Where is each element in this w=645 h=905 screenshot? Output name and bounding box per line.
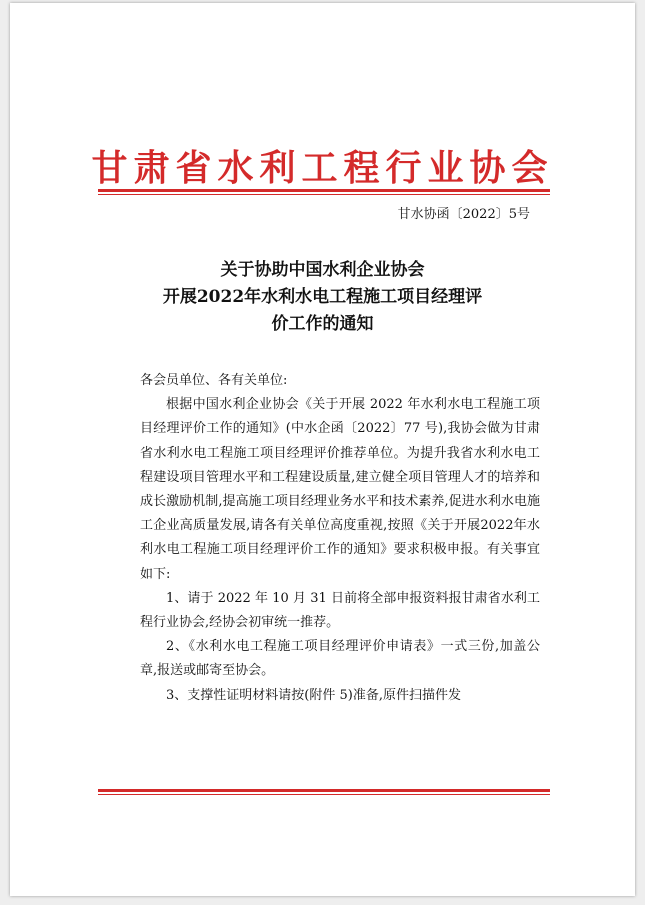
title-line: 关于协助中国水利企业协会 — [220, 260, 425, 280]
salutation: 各会员单位、各有关单位: — [140, 373, 288, 388]
body-paragraph: 3、支撑性证明材料请按(附件 5)准备,原件扫描件发 — [166, 687, 461, 703]
document-page — [10, 3, 635, 896]
title-line: 开展2022年水利水电工程施工项目经理评 — [162, 287, 483, 307]
notice-body — [140, 369, 540, 708]
letterhead-title: 甘肃省水利工程行业协会 — [91, 148, 554, 189]
footer-divider-thick — [98, 789, 550, 792]
notice-title — [10, 257, 635, 338]
document-number: 甘水协函〔2022〕5号 — [397, 207, 530, 222]
body-paragraph: 1、请于 2022 年 10 月 31 日前将全部申报资料报甘肃省水利工程行业协会,经协会初审统一推荐。 — [140, 590, 540, 631]
header-divider-thick — [98, 189, 550, 192]
title-line: 价工作的通知 — [271, 314, 374, 334]
body-paragraph: 根据中国水利企业协会《关于开展 2022 年水利水电工程施工项目经理评价工作的通知》(中水企函〔2022〕77 号),我协会做为甘肃省水利水电工程施工项目经理评价推荐单位。为提升我省水利水电工程建设项目管理水平和工程建设质量,建立健全项目管理人才的培养和成长激励机制,提高施工项目经理业务水平和技术素养,促进水利水电施工企业高质量发展,请各有关单位高度重视,按照《关于开展2022年水利水电工程施工项目经理评价工作的通知》要求积极申报。有关事宜如下: — [140, 397, 540, 582]
body-paragraph: 2、《水利水电工程施工项目经理评价申请表》一式三份,加盖公章,报送或邮寄至协会。 — [140, 639, 540, 679]
header-divider-thin — [98, 194, 550, 195]
footer-divider-thin — [98, 794, 550, 795]
